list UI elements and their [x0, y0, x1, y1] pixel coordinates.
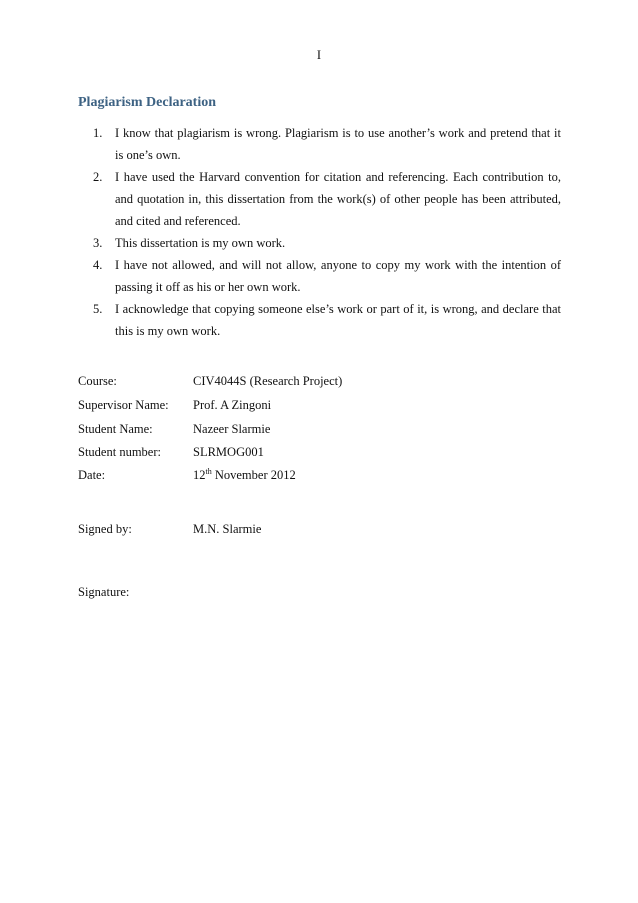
list-item-number: 5. [93, 302, 103, 316]
date-rest: November 2012 [211, 468, 296, 482]
declaration-list [93, 122, 561, 342]
list-item [93, 298, 561, 342]
list-item-text: I know that plagiarism is wrong. Plagiarism is to use another’s work and pretend that it is one’s own. [115, 126, 561, 162]
list-item [93, 122, 561, 166]
list-item-text: I acknowledge that copying someone else’s work or part of it, is wrong, and declare that this is my own work. [115, 302, 561, 338]
list-item [93, 166, 561, 232]
list-item-number: 1. [93, 126, 103, 140]
date-value [193, 468, 296, 483]
date-suffix: th [205, 466, 212, 476]
page-title: Plagiarism Declaration [78, 95, 217, 110]
student-number-label: Student number: [78, 445, 161, 459]
signed-by-value: M.N. Slarmie [193, 522, 262, 536]
list-item-number: 2. [93, 170, 103, 184]
list-item-number: 4. [93, 258, 103, 272]
student-name-label: Student Name: [78, 422, 153, 436]
student-number-value: SLRMOG001 [193, 445, 264, 459]
list-item-text: I have not allowed, and will not allow, anyone to copy my work with the intention of passing it off as his or her own work. [115, 258, 561, 294]
course-label: Course: [78, 374, 117, 388]
signed-by-label: Signed by: [78, 522, 132, 536]
student-name-value: Nazeer Slarmie [193, 422, 271, 436]
supervisor-value: Prof. A Zingoni [193, 398, 272, 412]
date-label: Date: [78, 468, 106, 482]
date-day: 12 [193, 468, 206, 482]
course-value: CIV4044S (Research Project) [193, 374, 343, 388]
list-item [93, 254, 561, 298]
list-item-number: 3. [93, 236, 103, 250]
list-item-text: I have used the Harvard convention for citation and referencing. Each contribution to, and quotation in, this dissertation from the work(s) of other people has been attributed, and cited and referenced. [115, 170, 561, 228]
page-number: I [316, 48, 322, 62]
list-item-text: This dissertation is my own work. [115, 236, 286, 250]
list-item [93, 232, 561, 254]
signature-label: Signature: [78, 585, 130, 599]
supervisor-label: Supervisor Name: [78, 398, 169, 412]
